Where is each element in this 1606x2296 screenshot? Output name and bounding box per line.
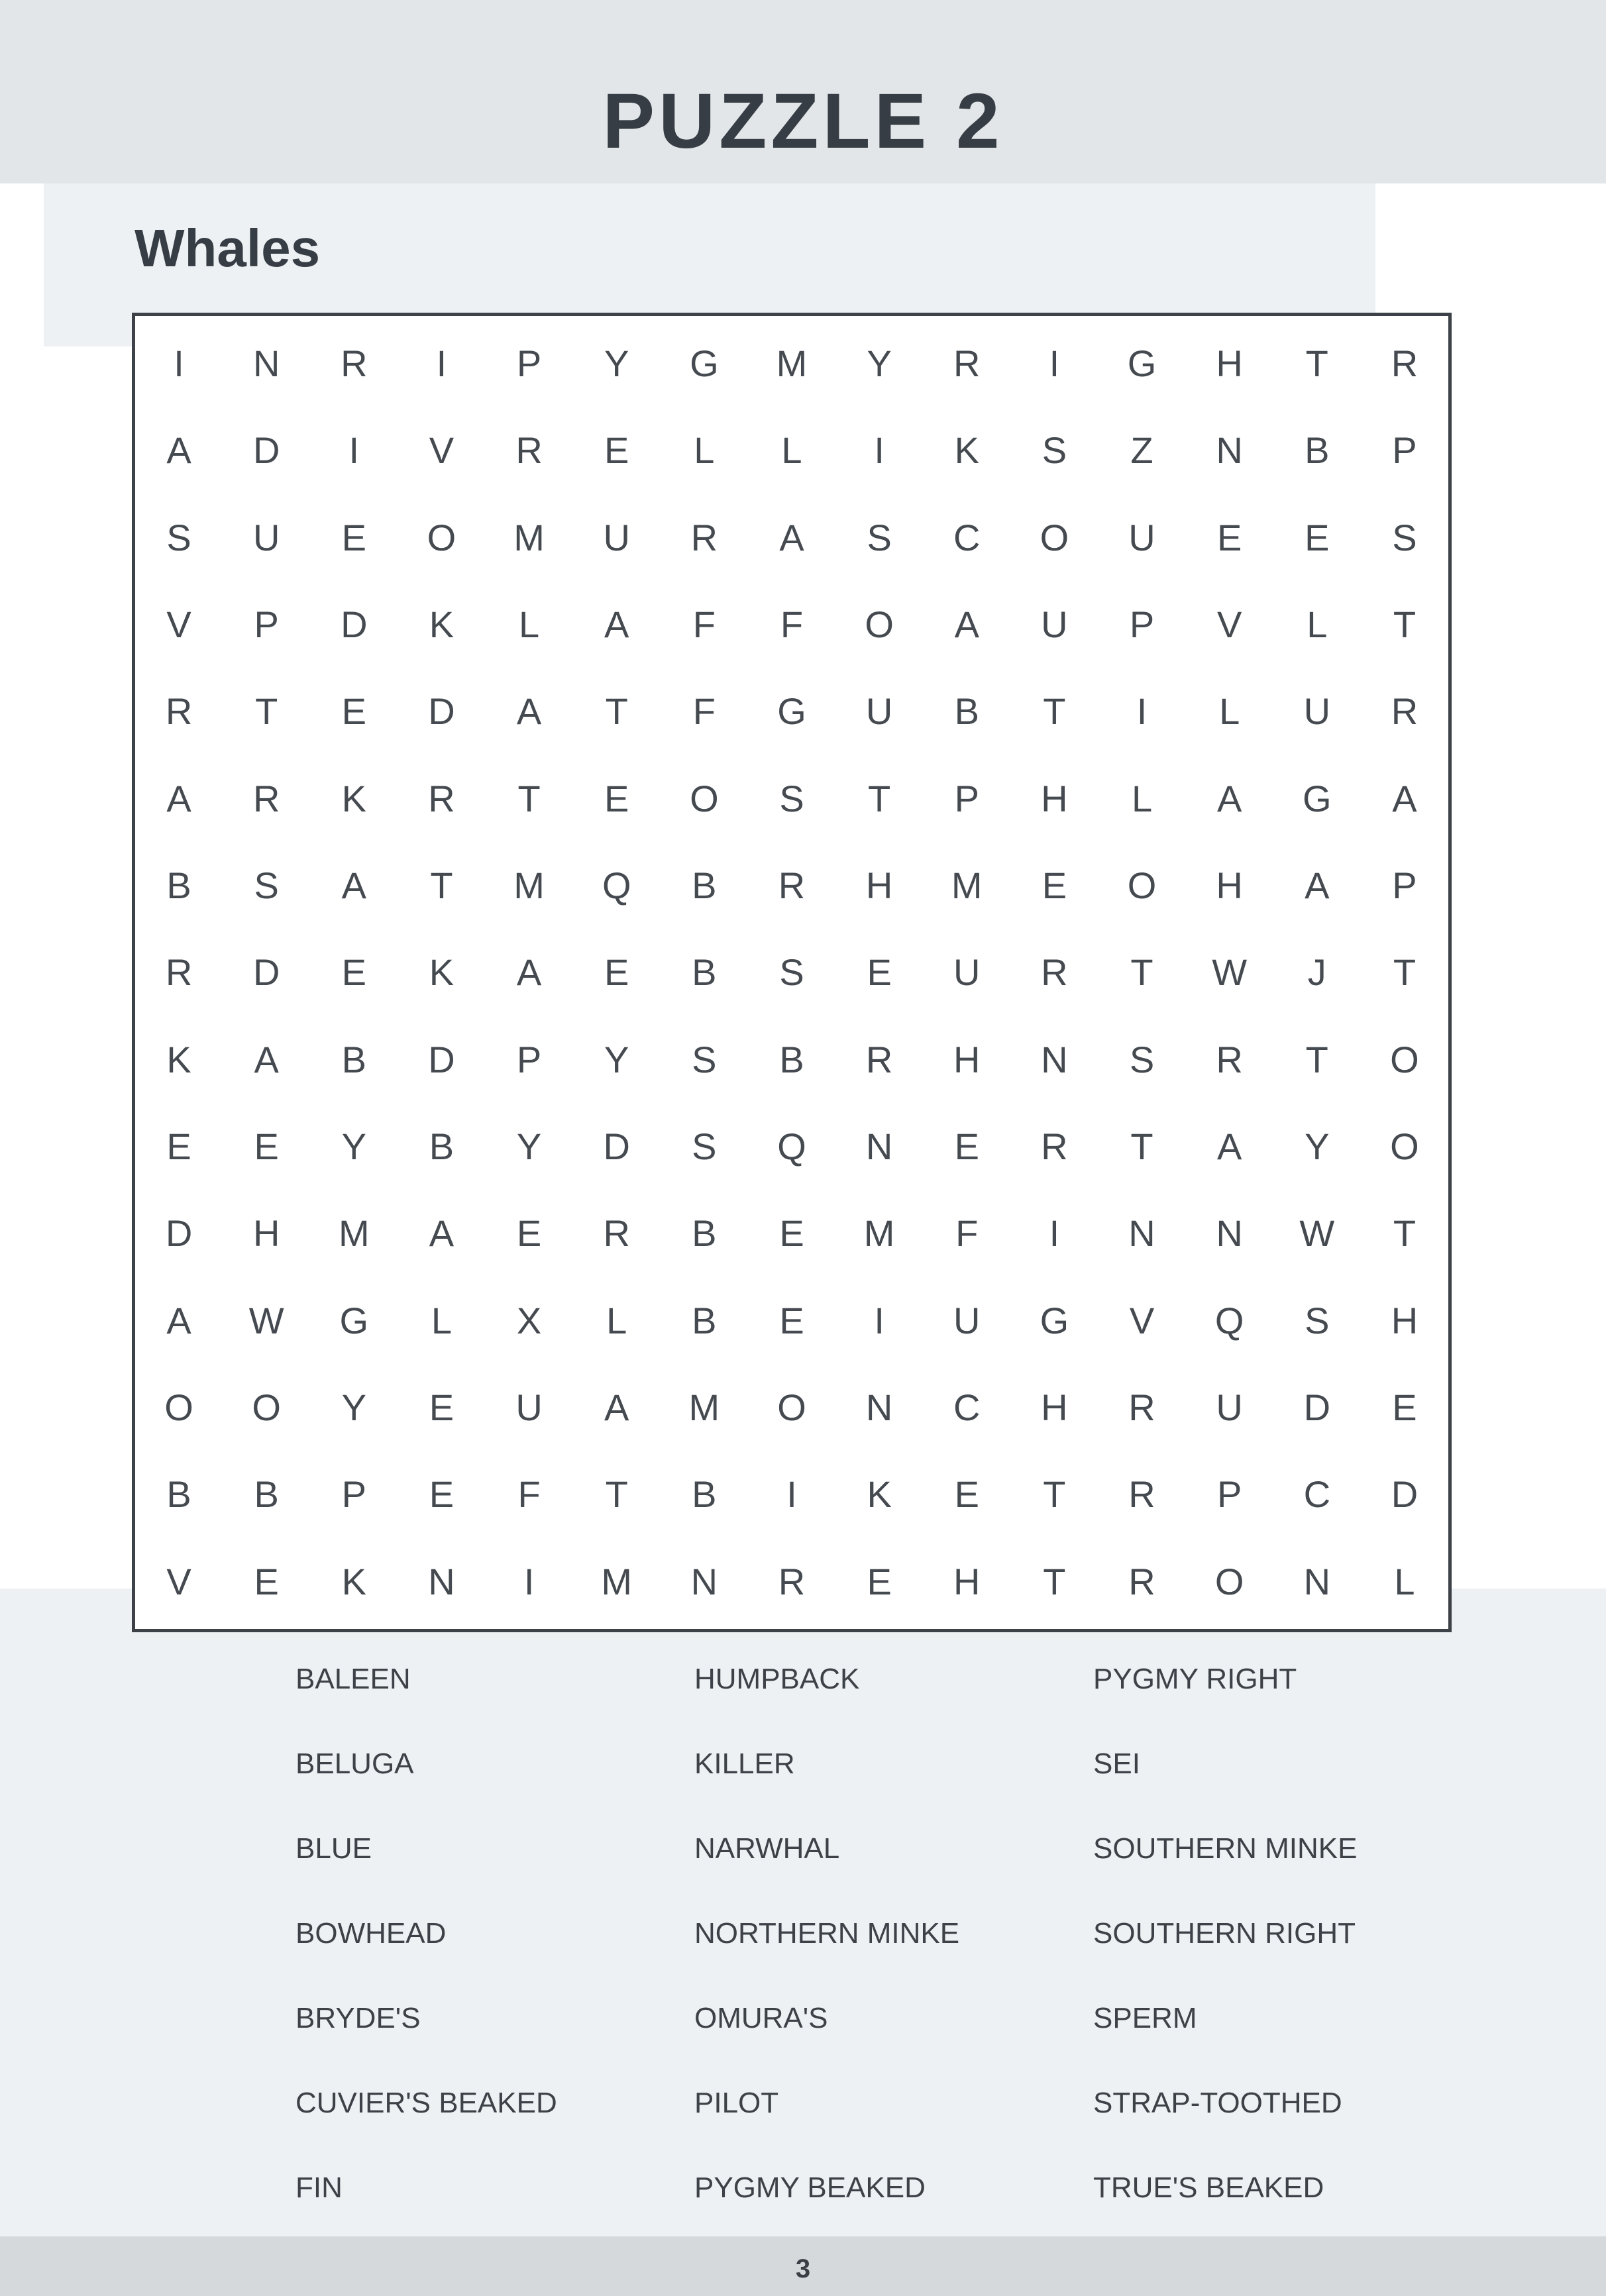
grid-cell[interactable]: O [690, 777, 719, 819]
grid-cell[interactable]: L [1394, 1560, 1415, 1602]
grid-cell[interactable]: N [865, 1386, 893, 1429]
grid-cell[interactable]: V [1216, 603, 1242, 646]
grid-cell[interactable]: A [1305, 864, 1330, 907]
grid-cell[interactable]: C [953, 1386, 981, 1429]
word-list-item: BLUE [295, 1832, 372, 1865]
grid-cell[interactable]: T [517, 777, 541, 819]
grid-cell[interactable]: P [516, 342, 542, 385]
grid-cell[interactable]: B [341, 1038, 366, 1080]
grid-cell[interactable]: P [1392, 864, 1417, 907]
grid-cell[interactable]: P [1392, 429, 1417, 472]
grid-cell[interactable]: K [867, 1473, 892, 1516]
grid-cell[interactable]: H [953, 1038, 981, 1080]
grid-cell[interactable]: T [605, 690, 628, 733]
word-list [295, 1659, 1422, 2209]
grid-cell[interactable]: S [692, 1038, 717, 1080]
grid-cell[interactable]: U [1041, 603, 1068, 646]
word-list-item: SPERM [1093, 2002, 1197, 2034]
word-list-item: SEI [1093, 1748, 1140, 1780]
grid-cell[interactable]: U [603, 516, 630, 558]
grid-cell[interactable]: K [166, 1038, 191, 1080]
grid-cell[interactable]: A [166, 429, 191, 472]
grid-cell[interactable]: A [516, 690, 542, 733]
grid-cell[interactable]: L [694, 429, 715, 472]
grid-cell[interactable]: M [339, 1212, 370, 1255]
grid-cell[interactable]: I [786, 1473, 797, 1516]
grid-cell[interactable]: M [776, 342, 808, 385]
grid-cell[interactable]: U [515, 1386, 543, 1429]
grid-cell[interactable]: E [604, 777, 629, 819]
grid-cell[interactable]: Y [516, 1125, 542, 1168]
grid-cell[interactable]: U [252, 516, 280, 558]
grid-cell[interactable]: T [868, 777, 891, 819]
grid-cell[interactable]: E [254, 1560, 279, 1602]
grid-cell[interactable]: S [867, 516, 892, 558]
grid-cell[interactable]: S [1305, 1299, 1330, 1341]
grid-cell[interactable]: A [1216, 1125, 1242, 1168]
word-list-item: KILLER [694, 1748, 795, 1780]
grid-cell[interactable]: U [1216, 1386, 1243, 1429]
grid-cell[interactable]: V [1129, 1299, 1155, 1341]
letter-grid [135, 316, 1448, 1629]
word-list-item: HUMPBACK [694, 1663, 860, 1695]
grid-cell[interactable]: M [688, 1386, 720, 1429]
grid-cell[interactable]: N [428, 1560, 455, 1602]
grid-cell[interactable]: A [429, 1212, 455, 1255]
grid-cell[interactable]: H [1041, 1386, 1068, 1429]
grid-cell[interactable]: B [166, 1473, 191, 1516]
grid-cell[interactable]: S [692, 1125, 717, 1168]
grid-cell[interactable]: E [779, 1212, 804, 1255]
word-list-item: PILOT [694, 2087, 779, 2119]
grid-cell[interactable]: S [1129, 1038, 1155, 1080]
grid-cell[interactable]: Q [1214, 1299, 1244, 1341]
grid-cell[interactable]: I [174, 342, 184, 385]
grid-cell[interactable]: T [1130, 1125, 1153, 1168]
grid-cell[interactable]: U [1303, 690, 1331, 733]
grid-cell[interactable]: P [1129, 603, 1155, 646]
grid-cell[interactable]: A [166, 777, 191, 819]
grid-cell[interactable]: W [1299, 1212, 1335, 1255]
grid-cell[interactable]: D [341, 603, 368, 646]
grid-cell[interactable]: W [1212, 951, 1248, 994]
grid-cell[interactable]: Y [341, 1125, 366, 1168]
grid-cell[interactable]: K [341, 777, 366, 819]
grid-cell[interactable]: H [1216, 864, 1243, 907]
word-list-item: PYGMY RIGHT [1093, 1663, 1297, 1695]
grid-cell[interactable]: B [692, 1299, 717, 1341]
grid-cell[interactable]: C [1303, 1473, 1331, 1516]
grid-cell[interactable]: I [1136, 690, 1148, 733]
grid-cell[interactable]: H [1391, 1299, 1419, 1341]
word-list-item: TRUE'S BEAKED [1093, 2171, 1324, 2204]
grid-cell[interactable]: N [252, 342, 280, 385]
grid-cell[interactable]: R [603, 1212, 630, 1255]
grid-cell[interactable]: E [779, 1299, 804, 1341]
grid-cell[interactable]: O [252, 1386, 281, 1429]
grid-cell[interactable]: T [255, 690, 278, 733]
grid-cell[interactable]: R [1391, 690, 1419, 733]
grid-cell[interactable]: R [778, 1560, 806, 1602]
puzzle-subtitle: Whales [134, 219, 321, 278]
grid-cell[interactable]: B [692, 1212, 717, 1255]
grid-cell[interactable]: N [1303, 1560, 1331, 1602]
grid-cell[interactable]: V [166, 1560, 191, 1602]
grid-cell[interactable]: L [1307, 603, 1328, 646]
grid-cell[interactable]: K [341, 1560, 366, 1602]
grid-cell[interactable]: A [1216, 777, 1242, 819]
grid-cell[interactable]: K [954, 429, 979, 472]
grid-cell[interactable]: R [953, 342, 981, 385]
grid-cell[interactable]: V [166, 603, 191, 646]
grid-cell[interactable]: B [692, 1473, 717, 1516]
grid-cell[interactable]: K [429, 951, 455, 994]
grid-cell[interactable]: O [865, 603, 894, 646]
grid-cell[interactable]: P [954, 777, 979, 819]
grid-cell[interactable]: T [1043, 690, 1066, 733]
grid-cell[interactable]: I [523, 1560, 535, 1602]
grid-cell[interactable]: E [1042, 864, 1067, 907]
grid-cell[interactable]: D [428, 690, 455, 733]
grid-cell[interactable]: F [780, 603, 804, 646]
grid-cell[interactable]: O [427, 516, 456, 558]
grid-cell[interactable]: X [516, 1299, 542, 1341]
grid-cell[interactable]: Y [1305, 1125, 1330, 1168]
grid-cell[interactable]: L [1131, 777, 1153, 819]
grid-cell[interactable]: S [1392, 516, 1417, 558]
grid-cell[interactable]: S [254, 864, 279, 907]
grid-cell[interactable]: A [1392, 777, 1417, 819]
grid-cell[interactable]: R [341, 342, 368, 385]
grid-cell[interactable]: Q [602, 864, 631, 907]
word-list-item: BRYDE'S [295, 2002, 421, 2034]
grid-cell[interactable]: E [954, 1125, 979, 1168]
grid-cell[interactable]: S [166, 516, 191, 558]
grid-cell[interactable]: P [1216, 1473, 1242, 1516]
grid-cell[interactable]: G [1040, 1299, 1069, 1341]
grid-cell[interactable]: M [951, 864, 983, 907]
grid-cell[interactable]: T [1043, 1560, 1066, 1602]
grid-cell[interactable]: R [428, 777, 455, 819]
grid-cell[interactable]: R [690, 516, 718, 558]
grid-cell[interactable]: E [254, 1125, 279, 1168]
grid-cell[interactable]: H [953, 1560, 981, 1602]
grid-cell[interactable]: I [348, 429, 360, 472]
grid-cell[interactable]: I [874, 429, 884, 472]
grid-cell[interactable]: N [1216, 1212, 1243, 1255]
grid-cell[interactable]: R [1041, 951, 1068, 994]
grid-cell[interactable]: E [341, 951, 366, 994]
grid-cell[interactable]: E [604, 951, 629, 994]
grid-cell[interactable]: Y [867, 342, 892, 385]
grid-cell[interactable]: B [166, 864, 191, 907]
grid-cell[interactable]: P [516, 1038, 542, 1080]
grid-cell[interactable]: O [1390, 1038, 1419, 1080]
grid-cell[interactable]: E [1216, 516, 1242, 558]
grid-cell[interactable]: T [1043, 1473, 1066, 1516]
grid-cell[interactable]: E [429, 1386, 455, 1429]
grid-cell[interactable]: T [1393, 951, 1417, 994]
grid-cell[interactable]: S [779, 777, 804, 819]
grid-cell[interactable]: L [431, 1299, 453, 1341]
grid-cell[interactable]: T [1130, 951, 1153, 994]
grid-cell[interactable]: E [1305, 516, 1330, 558]
grid-cell[interactable]: I [436, 342, 447, 385]
grid-cell[interactable]: M [513, 864, 545, 907]
grid-cell[interactable]: N [1216, 429, 1243, 472]
grid-cell[interactable]: M [863, 1212, 895, 1255]
grid-cell[interactable]: A [779, 516, 804, 558]
grid-cell[interactable]: B [429, 1125, 455, 1168]
grid-cell[interactable]: R [1128, 1560, 1155, 1602]
grid-cell[interactable]: W [248, 1299, 284, 1341]
grid-cell[interactable]: N [690, 1560, 718, 1602]
grid-cell[interactable]: D [252, 429, 280, 472]
word-list-item: CUVIER'S BEAKED [295, 2087, 557, 2119]
grid-cell[interactable]: U [1128, 516, 1155, 558]
grid-cell[interactable]: N [1041, 1038, 1068, 1080]
grid-cell[interactable]: R [165, 951, 193, 994]
grid-cell[interactable]: N [865, 1125, 893, 1168]
grid-cell[interactable]: R [1216, 1038, 1243, 1080]
grid-cell[interactable]: E [954, 1473, 979, 1516]
grid-cell[interactable]: L [606, 1299, 627, 1341]
grid-cell[interactable]: O [777, 1386, 806, 1429]
grid-cell[interactable]: D [165, 1212, 193, 1255]
grid-cell[interactable]: A [604, 603, 629, 646]
word-list-item: BELUGA [295, 1748, 414, 1780]
grid-cell[interactable]: M [513, 516, 545, 558]
grid-cell[interactable]: F [692, 690, 716, 733]
grid-cell[interactable]: H [1041, 777, 1068, 819]
word-list-item: OMURA'S [694, 2002, 828, 2034]
grid-cell[interactable]: R [165, 690, 193, 733]
word-list-item: FIN [295, 2171, 343, 2204]
word-list-item: NORTHERN MINKE [694, 1917, 960, 1950]
grid-cell[interactable]: F [517, 1473, 541, 1516]
grid-cell[interactable]: D [252, 951, 280, 994]
grid-cell[interactable]: E [1392, 1386, 1417, 1429]
grid-cell[interactable]: B [692, 951, 717, 994]
word-list-item: SOUTHERN RIGHT [1093, 1917, 1356, 1950]
grid-cell[interactable]: Y [604, 1038, 629, 1080]
grid-cell[interactable]: G [690, 342, 719, 385]
grid-cell[interactable]: E [604, 429, 629, 472]
grid-cell[interactable]: R [1041, 1125, 1068, 1168]
grid-cell[interactable]: A [604, 1386, 629, 1429]
grid-cell[interactable]: J [1307, 951, 1326, 994]
grid-cell[interactable]: B [779, 1038, 804, 1080]
grid-cell[interactable]: R [865, 1038, 893, 1080]
grid-cell[interactable]: P [254, 603, 279, 646]
grid-cell[interactable]: T [1305, 342, 1328, 385]
grid-cell[interactable]: E [867, 1560, 892, 1602]
grid-cell[interactable]: O [164, 1386, 193, 1429]
grid-cell[interactable]: T [1305, 1038, 1328, 1080]
word-list-item: SOUTHERN MINKE [1093, 1832, 1358, 1865]
grid-cell[interactable]: R [778, 864, 806, 907]
grid-cell[interactable]: G [1127, 342, 1157, 385]
grid-cell[interactable]: A [166, 1299, 191, 1341]
word-list-item: BOWHEAD [295, 1917, 447, 1950]
grid-cell[interactable]: U [865, 690, 893, 733]
grid-cell[interactable]: G [777, 690, 806, 733]
grid-cell[interactable]: O [1040, 516, 1069, 558]
grid-cell[interactable]: O [1390, 1125, 1419, 1168]
word-list-item: NARWHAL [694, 1832, 840, 1865]
grid-cell[interactable]: E [341, 690, 366, 733]
grid-cell[interactable]: M [601, 1560, 633, 1602]
grid-cell[interactable]: E [341, 516, 366, 558]
grid-cell[interactable]: N [1128, 1212, 1155, 1255]
grid-cell[interactable]: I [874, 1299, 884, 1341]
word-search-grid [132, 313, 1452, 1632]
grid-cell[interactable]: B [954, 690, 979, 733]
grid-cell[interactable]: H [1216, 342, 1243, 385]
grid-cell[interactable]: R [1391, 342, 1419, 385]
grid-cell[interactable]: U [953, 951, 981, 994]
grid-cell[interactable]: Y [604, 342, 629, 385]
grid-cell[interactable]: T [1393, 1212, 1417, 1255]
grid-cell[interactable]: S [1042, 429, 1067, 472]
grid-cell[interactable]: A [254, 1038, 279, 1080]
grid-cell[interactable]: G [339, 1299, 369, 1341]
grid-cell[interactable]: O [1127, 864, 1157, 907]
grid-cell[interactable]: E [166, 1125, 191, 1168]
grid-cell[interactable]: E [516, 1212, 542, 1255]
grid-cell[interactable]: R [515, 429, 543, 472]
grid-cell[interactable]: F [955, 1212, 979, 1255]
word-list-item: STRAP-TOOTHED [1093, 2087, 1342, 2119]
grid-cell[interactable]: T [605, 1473, 628, 1516]
grid-cell[interactable]: E [429, 1473, 455, 1516]
grid-cell[interactable]: D [1303, 1386, 1331, 1429]
grid-cell[interactable]: D [603, 1125, 630, 1168]
grid-cell[interactable]: S [779, 951, 804, 994]
grid-cell[interactable]: I [1049, 1212, 1060, 1255]
grid-cell[interactable]: Q [777, 1125, 806, 1168]
grid-cell[interactable]: D [428, 1038, 455, 1080]
grid-cell[interactable]: K [429, 603, 455, 646]
grid-cell[interactable]: C [953, 516, 981, 558]
grid-cell[interactable]: B [692, 864, 717, 907]
grid-cell[interactable]: A [341, 864, 366, 907]
grid-cell[interactable]: B [1305, 429, 1330, 472]
grid-cell[interactable]: L [1219, 690, 1240, 733]
grid-cell[interactable]: R [1128, 1386, 1155, 1429]
grid-cell[interactable]: Y [341, 1386, 366, 1429]
grid-cell[interactable]: R [1128, 1473, 1155, 1516]
grid-cell[interactable]: H [865, 864, 893, 907]
grid-cell[interactable]: B [254, 1473, 279, 1516]
grid-cell[interactable]: A [954, 603, 979, 646]
grid-cell[interactable]: G [1303, 777, 1332, 819]
grid-cell[interactable]: V [429, 429, 455, 472]
grid-cell[interactable]: H [252, 1212, 280, 1255]
word-list-item: PYGMY BEAKED [694, 2171, 926, 2204]
grid-cell[interactable]: L [519, 603, 540, 646]
word-list-item: BALEEN [295, 1663, 411, 1695]
page-number: 3 [795, 2254, 811, 2283]
grid-cell[interactable]: D [1391, 1473, 1419, 1516]
grid-cell[interactable]: A [516, 951, 542, 994]
grid-cell[interactable]: R [252, 777, 280, 819]
grid-cell[interactable]: Z [1130, 429, 1153, 472]
grid-cell[interactable]: U [953, 1299, 981, 1341]
grid-cell[interactable]: E [867, 951, 892, 994]
grid-cell[interactable]: I [1049, 342, 1060, 385]
grid-cell[interactable]: O [1214, 1560, 1244, 1602]
grid-cell[interactable]: P [341, 1473, 366, 1516]
page-title: PUZZLE 2 [602, 78, 1004, 165]
grid-cell[interactable]: T [430, 864, 453, 907]
grid-cell[interactable]: F [692, 603, 716, 646]
grid-cell[interactable]: L [781, 429, 802, 472]
grid-cell[interactable]: T [1393, 603, 1417, 646]
